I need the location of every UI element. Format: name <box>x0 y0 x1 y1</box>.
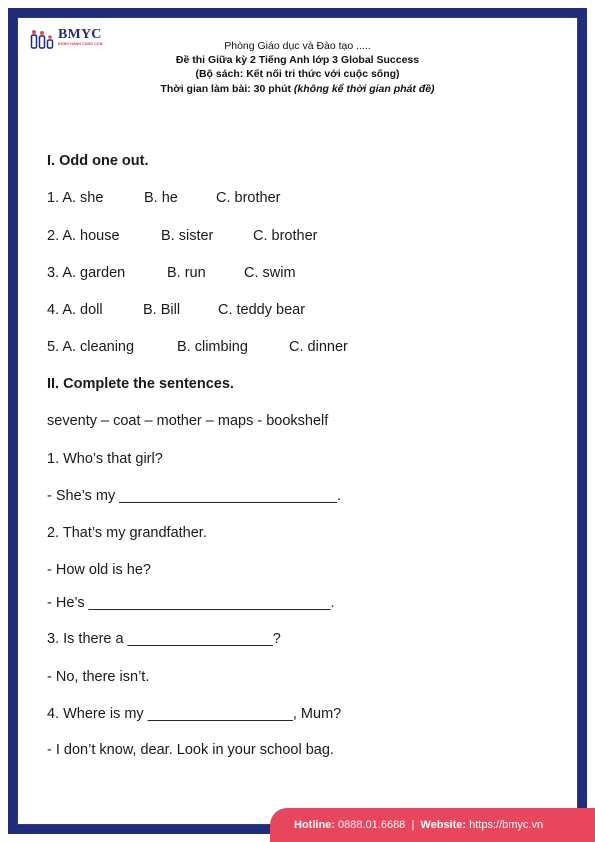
option-b: B. Bill <box>143 302 181 318</box>
hotline-label: Hotline: <box>294 819 335 831</box>
section-2-title: II. Complete the sentences. <box>47 376 234 392</box>
option-c: C. brother <box>216 190 281 206</box>
header-line-book: (Bộ sách: Kết nối tri thức với cuộc sống) <box>195 68 400 81</box>
header-line-time <box>0 82 595 96</box>
exam-header <box>0 39 595 96</box>
website-label: Website: <box>420 819 467 831</box>
word-bank: seventy – coat – mother – maps - bookshelf <box>47 413 329 429</box>
sentence-line: - She’s my ___________________________. <box>47 488 342 504</box>
sentence-line: - No, there isn’t. <box>47 669 150 685</box>
contact-footer <box>270 808 595 842</box>
time-duration: 30 phút <box>253 82 291 95</box>
option-a: 2. A. house <box>47 228 120 244</box>
section-1-title: I. Odd one out. <box>47 153 149 169</box>
sentence-line: - I don’t know, dear. Look in your school bag. <box>47 742 334 758</box>
option-b: B. climbing <box>177 339 248 355</box>
option-c: C. teddy bear <box>218 302 306 318</box>
option-a: 5. A. cleaning <box>47 339 135 355</box>
option-b: B. he <box>144 190 178 206</box>
sentence-line: 1. Who’s that girl? <box>47 451 163 467</box>
sentence-line: - How old is he? <box>47 562 151 578</box>
option-c: C. swim <box>244 265 296 281</box>
option-b: B. sister <box>161 228 214 244</box>
logo-name: BMYC <box>58 27 102 42</box>
header-line-exam-title: Đề thi Giữa kỳ 2 Tiếng Anh lớp 3 Global Success <box>175 54 420 67</box>
header-line-department: Phòng Giáo dục và Đào tạo ..... <box>224 40 371 52</box>
option-a: 3. A. garden <box>47 265 126 281</box>
sentence-line: 4. Where is my __________________, Mum? <box>47 706 342 722</box>
website-link[interactable]: https://bmyc.vn <box>469 819 544 831</box>
logo-tagline: ĐỒNG HÀNH CÙNG CON <box>58 42 103 46</box>
option-c: C. brother <box>253 228 318 244</box>
time-note: (không kể thời gian phát đề) <box>293 82 435 95</box>
sentence-line: 3. Is there a __________________? <box>47 631 281 647</box>
time-prefix: Thời gian làm bài: <box>160 82 254 95</box>
option-a: 4. A. doll <box>47 302 103 318</box>
option-b: B. run <box>167 265 206 281</box>
option-c: C. dinner <box>289 339 348 355</box>
option-a: 1. A. she <box>47 190 104 206</box>
sentence-line: 2. That’s my grandfather. <box>47 525 207 541</box>
hotline-number[interactable]: 0888.01.6688 <box>338 819 406 831</box>
sentence-line: - He’s ______________________________. <box>47 595 335 611</box>
footer-separator: | <box>411 819 415 831</box>
